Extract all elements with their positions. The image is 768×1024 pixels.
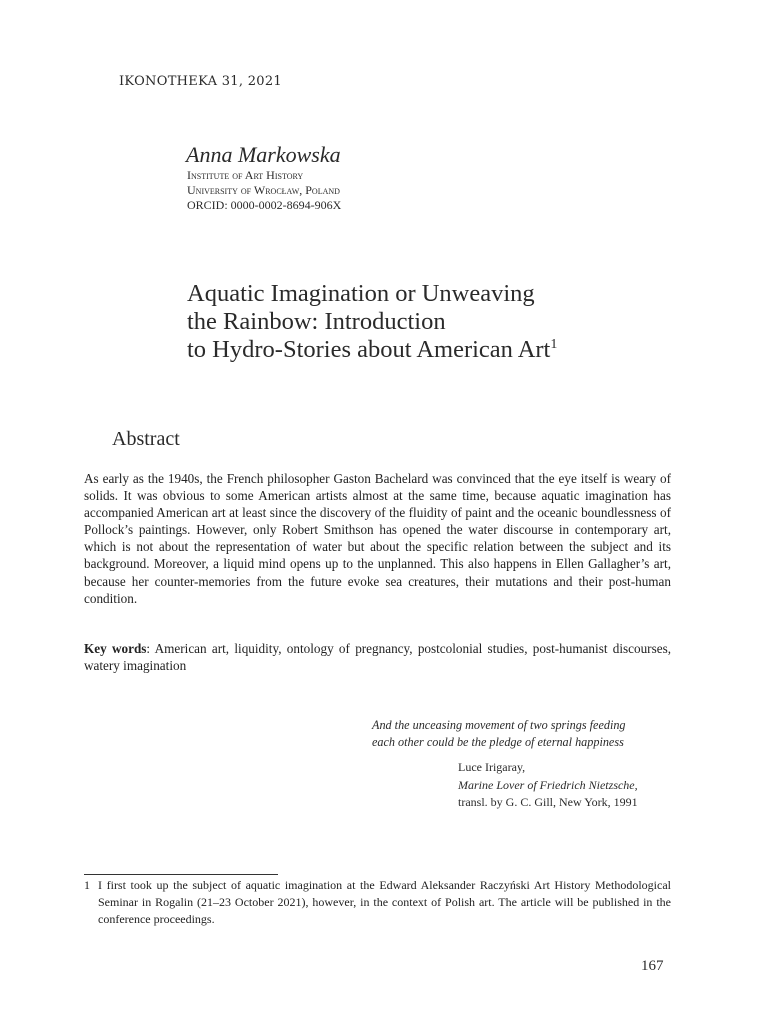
title-line-3-text: to Hydro-Stories about American Art bbox=[187, 336, 551, 363]
journal-header: IKONOTHEKA 31, 2021 bbox=[119, 74, 282, 89]
title-line-2: the Rainbow: Introduction bbox=[187, 308, 446, 335]
epigraph-line-1: And the unceasing movement of two springs feeding bbox=[372, 718, 626, 732]
article-title bbox=[187, 280, 707, 364]
epigraph-work: Marine Lover of Friedrich Nietzsche, bbox=[458, 777, 638, 792]
author-affiliation-university: University of Wrocław, Poland bbox=[187, 183, 340, 197]
footnote-divider bbox=[84, 874, 278, 875]
abstract-text: As early as the 1940s, the French philosopher Gaston Bachelard was convinced that the eye itself is weary of solids. It was obvious to some American artists almost at the same time, because aquatic imagination has accompanied American art at least since the discovery of the fluidity of paint and the oceanic boundlessness of Pollock’s paintings. However, only Robert Smithson has opened the water discourse in contemporary art, which is not about the representation of water but about the specific relation between the subject and its background. Moreover, a liquid mind opens up to the unplanned. This also happens in Ellen Gallagher’s art, because her counter-memories from the future evoke sea creatures, their mutations and their post-human condition. bbox=[84, 471, 671, 606]
abstract-heading: Abstract bbox=[112, 428, 180, 450]
keywords-text: : American art, liquidity, ontology of pregnancy, postcolonial studies, post-humanist discourses, watery imagination bbox=[84, 641, 671, 674]
title-line-3 bbox=[187, 336, 707, 364]
epigraph-author: Luce Irigaray, bbox=[458, 760, 526, 774]
keywords-label: Key words bbox=[84, 641, 147, 656]
page-number: 167 bbox=[641, 958, 664, 974]
title-line-1: Aquatic Imagination or Unweaving bbox=[187, 280, 535, 307]
epigraph-citation bbox=[458, 759, 638, 812]
keywords-paragraph bbox=[84, 640, 671, 674]
footnote bbox=[84, 877, 671, 928]
author-orcid: ORCID: 0000-0002-8694-906X bbox=[187, 198, 342, 212]
footnote-number: 1 bbox=[84, 878, 90, 892]
epigraph-line-2: each other could be the pledge of eternal happiness bbox=[372, 735, 624, 749]
author-name: Anna Markowska bbox=[186, 142, 341, 167]
author-affiliation-institute: Institute of Art History bbox=[187, 168, 304, 182]
epigraph-translation: transl. by G. C. Gill, New York, 1991 bbox=[458, 795, 638, 809]
title-footnote-marker[interactable]: 1 bbox=[550, 336, 558, 352]
epigraph-quote bbox=[372, 717, 672, 751]
footnote-text: I first took up the subject of aquatic imagination at the Edward Aleksander Raczyński Art History Methodological Seminar in Rogalin (21–23 October 2021), however, in the context of Polish art. The article will be published in the conference proceedings. bbox=[98, 878, 671, 926]
